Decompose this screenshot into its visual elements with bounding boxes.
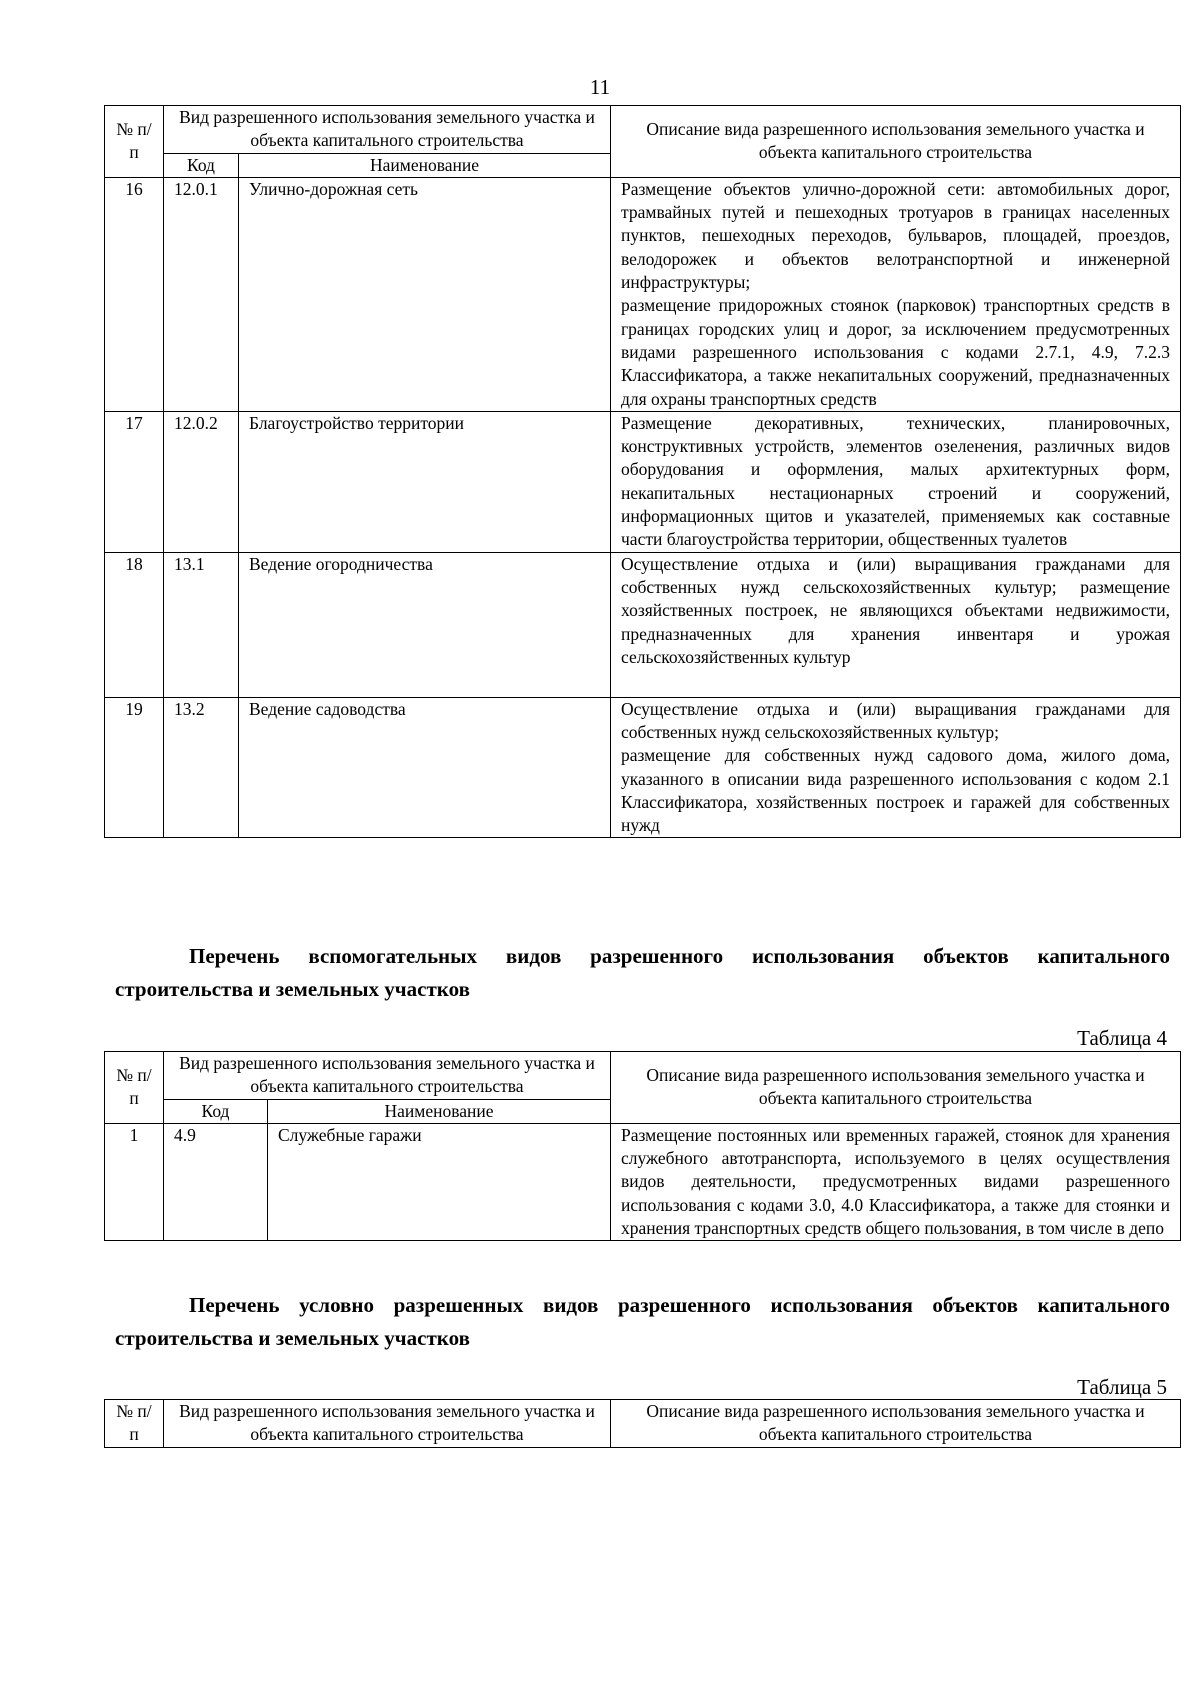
row-code: 12.0.2 bbox=[164, 411, 239, 552]
table-row bbox=[105, 552, 1181, 697]
description-paragraph: размещение придорожных стоянок (парковок) транспортных средств в границах городских улиц и дорог, за исключением предусмотренных видами разрешенного использования с кодами 2.7.1, 4.9, 7.2.3 Классификатора, а также некапитальных сооружений, предназначенных для охраны транспортных средств bbox=[621, 295, 1170, 409]
description-paragraph: Осуществление отдыха и (или) выращивания гражданами для собственных нужд сельскохозяйственных культур; размещение хозяйственных построек, не являющихся объектами недвижимости, предназначенных для хранения инвентаря и урожая сельскохозяйственных культур bbox=[621, 553, 1170, 667]
row-number: 19 bbox=[105, 697, 164, 838]
conditional-use-table bbox=[104, 1399, 1181, 1448]
permitted-use-table bbox=[104, 105, 1181, 838]
table-header bbox=[105, 106, 1181, 178]
row-number: 16 bbox=[105, 177, 164, 411]
column-code-header: Код bbox=[164, 1099, 268, 1123]
column-description-header: Описание вида разрешенного использования земельного участка и объекта капитального строительства bbox=[611, 106, 1181, 178]
table5-caption: Таблица 5 bbox=[1077, 1375, 1167, 1399]
table-row bbox=[105, 177, 1181, 411]
table-row bbox=[105, 411, 1181, 552]
row-name: Ведение огородничества bbox=[239, 552, 611, 697]
row-code: 12.0.1 bbox=[164, 177, 239, 411]
row-description bbox=[611, 1123, 1181, 1240]
row-number: 18 bbox=[105, 552, 164, 697]
page-number: 11 bbox=[589, 75, 611, 99]
table-header bbox=[105, 1052, 1181, 1124]
row-code: 13.2 bbox=[164, 697, 239, 838]
row-name: Благоустройство территории bbox=[239, 411, 611, 552]
row-number: 17 bbox=[105, 411, 164, 552]
row-name: Улично-дорожная сеть bbox=[239, 177, 611, 411]
column-number-header: № п/п bbox=[105, 106, 164, 178]
column-code-header: Код bbox=[164, 153, 239, 177]
description-paragraph: Осуществление отдыха и (или) выращивания гражданами для собственных нужд сельскохозяйственных культур; bbox=[621, 698, 1170, 742]
description-paragraph: Размещение декоративных, технических, планировочных, конструктивных устройств, элементов озеленения, различных видов оборудования и оформления, малых архитектурных форм, некапитальных нестационарных строений и сооружений, информационных щитов и указателей, применяемых как составные части благоустройства территории, общественных туалетов bbox=[621, 412, 1170, 550]
column-number-header: № п/п bbox=[105, 1400, 164, 1448]
description-paragraph: Размещение постоянных или временных гаражей, стоянок для хранения служебного автотранспорта, используемого в целях осуществления видов деятельности, предусмотренных видами разрешенного использования с кодами 3.0, 4.0 Классификатора, а также для стоянки и хранения транспортных средств общего пользования, в том числе в депо bbox=[621, 1124, 1170, 1239]
description-paragraph: Размещение объектов улично-дорожной сети: автомобильных дорог, трамвайных путей и пешеходных тротуаров в границах населенных пунктов, пешеходных переходов, бульваров, площадей, проездов, велодорожек и объектов велотранспортной и инженерной инфраструктуры; bbox=[621, 178, 1170, 293]
table4-caption: Таблица 4 bbox=[1077, 1026, 1167, 1050]
description-paragraph: размещение для собственных нужд садового дома, жилого дома, указанного в описании вида разрешенного использования с кодом 2.1 Классификатора, хозяйственных построек и гаражей для собственных нужд bbox=[621, 745, 1170, 836]
column-number-header: № п/п bbox=[105, 1052, 164, 1124]
table-header bbox=[105, 1400, 1181, 1448]
row-number: 1 bbox=[105, 1123, 164, 1240]
column-description-header: Описание вида разрешенного использования земельного участка и объекта капитального строительства bbox=[611, 1400, 1181, 1448]
row-description bbox=[611, 177, 1181, 411]
column-name-header: Наименование bbox=[239, 153, 611, 177]
row-code: 4.9 bbox=[164, 1123, 268, 1240]
column-group-header: Вид разрешенного использования земельного участка и объекта капитального строительства bbox=[164, 1052, 611, 1100]
row-description bbox=[611, 552, 1181, 697]
row-description bbox=[611, 411, 1181, 552]
section-heading-auxiliary: Перечень вспомогательных видов разрешенного использования объектов капитального строительства и земельных участков bbox=[115, 944, 1170, 1001]
row-name: Ведение садоводства bbox=[239, 697, 611, 838]
table-row bbox=[105, 697, 1181, 838]
column-group-header: Вид разрешенного использования земельного участка и объекта капитального строительства bbox=[164, 106, 611, 154]
column-description-header: Описание вида разрешенного использования земельного участка и объекта капитального строительства bbox=[611, 1052, 1181, 1124]
column-group-header: Вид разрешенного использования земельного участка и объекта капитального строительства bbox=[164, 1400, 611, 1448]
column-name-header: Наименование bbox=[268, 1099, 611, 1123]
row-name: Служебные гаражи bbox=[268, 1123, 611, 1240]
auxiliary-use-table bbox=[104, 1051, 1181, 1241]
section-heading-conditional: Перечень условно разрешенных видов разрешенного использования объектов капитального строительства и земельных участков bbox=[115, 1293, 1170, 1350]
row-code: 13.1 bbox=[164, 552, 239, 697]
table-row bbox=[105, 1123, 1181, 1240]
row-description bbox=[611, 697, 1181, 838]
